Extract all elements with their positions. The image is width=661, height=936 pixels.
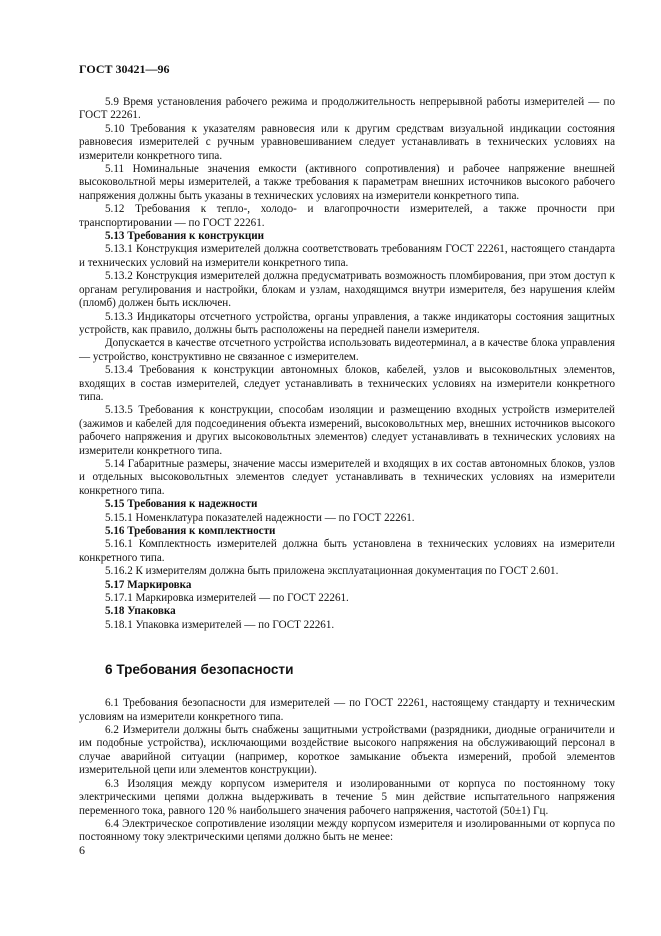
- paragraph: 5.18.1 Упаковка измерителей — по ГОСТ 22261.: [105, 618, 335, 631]
- paragraph: 5.11 Номинальные значения емкости (активного сопротивления) и рабочее напряжение внешней высоковольтной меры измерителей, а также требования к параметрам внешних источников высокого рабочего напряжения должны быть указаны в технических условиях на измерители конкретного типа.: [79, 163, 615, 202]
- paragraph: 6.2 Измерители должны быть снабжены защитными устройствами (разрядники, диодные ограничители и им подобные устройства), исключающими воздействие высокого напряжения на обслуживающий персонал в случае аварийной ситуации (например, короткое замыкание объекта измерений, пробой элементов измерительной цепи или элементов конструкции).: [79, 724, 615, 777]
- subsection-heading: 5.16 Требования к комплектности: [105, 525, 276, 537]
- section-5-body: [79, 96, 615, 632]
- paragraph: 5.13.4 Требования к конструкции автономных блоков, кабелей, узлов и высоковольтных элементов, входящих в состав измерителей, следует устанавливать в технических условиях на измерители конкретного типа.: [79, 364, 615, 403]
- paragraph: 6.3 Изоляция между корпусом измерителя и изолированными от корпуса по постоянному току электрическими цепями должна выдерживать в течение 5 мин действие испытательного напряжения переменного тока, равного 120 % наибольшего значения рабочего напряжения, частотой (50±1) Гц.: [79, 777, 615, 817]
- paragraph: 5.9 Время установления рабочего режима и продолжительность непрерывной работы измерителей — по ГОСТ 22261.: [79, 96, 615, 122]
- page-number: 6: [79, 843, 85, 857]
- subsection-heading: 5.15 Требования к надежности: [105, 498, 258, 511]
- subsection-heading: 5.17 Маркировка: [105, 578, 192, 591]
- subsection-heading: 5.13 Требования к конструкции: [105, 230, 265, 243]
- paragraph: 5.10 Требования к указателям равновесия или к другим средствам визуальной индикации состояния равновесия измерителей с ручным уравновешиванием следует устанавливать в технических условиях на измерители конкретного типа.: [79, 122, 615, 162]
- paragraph: 5.14 Габаритные размеры, значение массы измерителей и входящих в их состав автономных блоков, узлов и отдельных высоковольтных элементов следует устанавливать в технических условиях на измерители конкретного типа.: [79, 457, 615, 497]
- paragraph: 5.17.1 Маркировка измерителей — по ГОСТ 22261.: [105, 592, 349, 605]
- section-6-body: [79, 697, 615, 844]
- subsection-heading: 5.18 Упаковка: [105, 605, 176, 618]
- document-header: ГОСТ 30421—96: [79, 62, 170, 76]
- paragraph: 5.16.2 К измерителям должна быть приложена эксплуатационная документация по ГОСТ 2.601.: [105, 565, 559, 578]
- paragraph: 5.13.2 Конструкция измерителей должна предусматривать возможность пломбирования, при этом доступ к органам регулирования и настройки, блокам и узлам, находящимся внутри измерителя, без нарушения клейм (пломб) должен быть исключен.: [79, 270, 615, 310]
- paragraph: 5.13.3 Индикаторы отсчетного устройства, органы управления, а также индикаторы состояния защитных устройств, как правило, должны быть расположены на передней панели измерителя.: [79, 310, 615, 336]
- paragraph: 6.1 Требования безопасности для измерителей — по ГОСТ 22261, настоящему стандарту и техническим условиям на измерители конкретного типа.: [79, 697, 615, 723]
- paragraph: 5.13.5 Требования к конструкции, способам изоляции и размещению входных устройств измерителей (зажимов и кабелей для подсоединения объекта измерений, высоковольтных мер, внешних источников высокого рабочего напряжения и других высоковольтных элементов) следует устанавливать в технических условиях на измерители конкретного типа.: [79, 404, 615, 457]
- paragraph: 5.12 Требования к тепло-, холодо- и влагопрочности измерителей, а также прочности при транспортировании — по ГОСТ 22261.: [79, 203, 615, 229]
- section-6-title: 6 Требования безопасности: [105, 662, 294, 678]
- paragraph: 5.15.1 Номенклатура показателей надежности — по ГОСТ 22261.: [105, 511, 415, 524]
- paragraph: 5.16.1 Комплектность измерителей должна быть установлена в технических условиях на измерители конкретного типа.: [79, 538, 615, 564]
- paragraph: Допускается в качестве отсчетного устройства использовать видеотерминал, а в качестве блока управления — устройство, конструктивно не связанное с измерителем.: [79, 337, 615, 363]
- paragraph: 5.13.1 Конструкция измерителей должна соответствовать требованиям ГОСТ 22261, настоящего стандарта и технических условий на измерители конкретного типа.: [79, 243, 615, 269]
- paragraph: 6.4 Электрическое сопротивление изоляции между корпусом измерителя и изолированными от корпуса по постоянному току электрическими цепями должно быть не менее:: [79, 817, 615, 844]
